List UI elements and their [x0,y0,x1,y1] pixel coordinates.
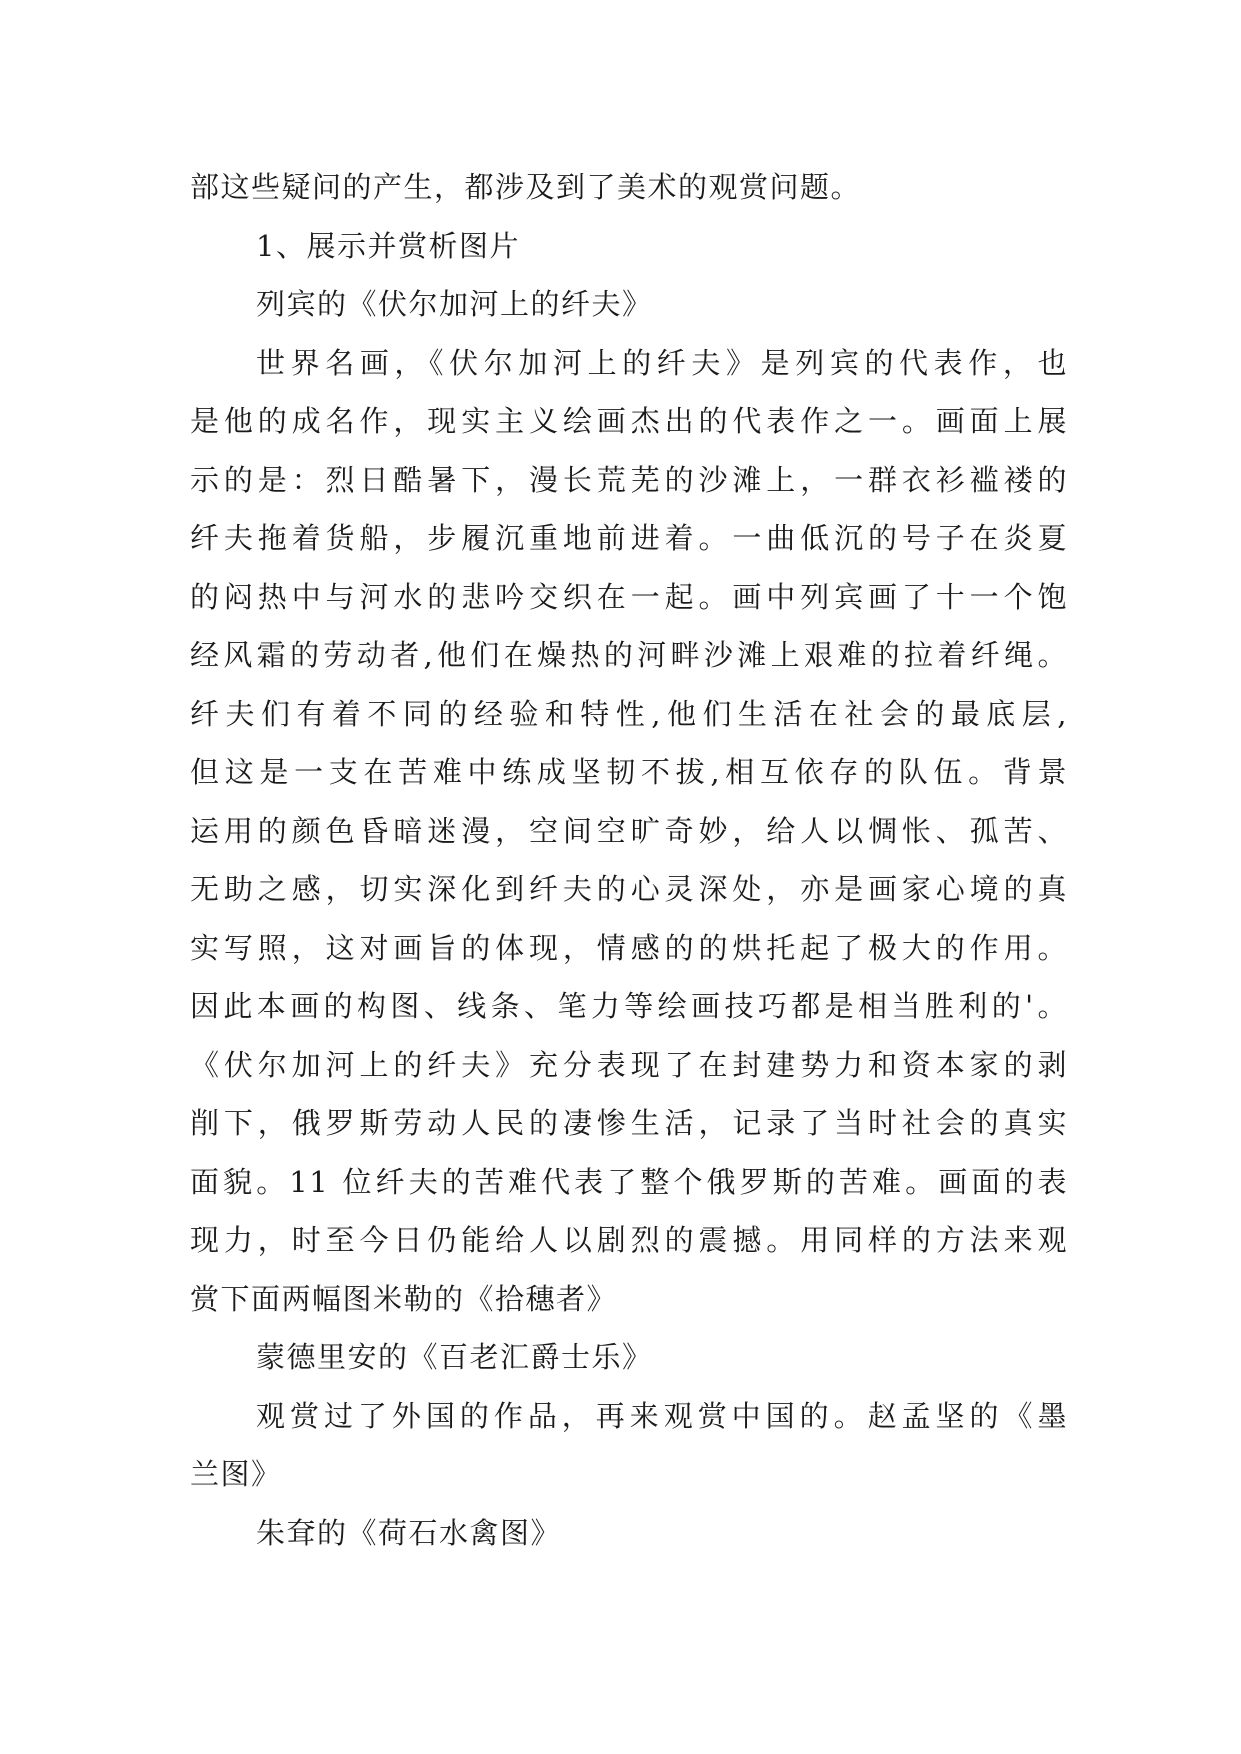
text-line: 无助之感，切实深化到纤夫的心灵深处，亦是画家心境的真 [190,872,1068,906]
text-line: 削下，俄罗斯劳动人民的凄惨生活，记录了当时社会的真实 [190,1106,1068,1140]
text-line: 但这是一支在苦难中练成坚韧不拔,相互依存的队伍。背景 [190,755,1068,789]
text-line: 纤夫拖着货船，步履沉重地前进着。一曲低沉的号子在炎夏 [190,521,1068,555]
document-body [190,158,1068,1562]
text-line: 实写照，这对画旨的体现，情感的的烘托起了极大的作用。 [190,930,1068,965]
text-line: 朱耷的《荷石水禽图》 [256,1515,562,1550]
text-line: 观赏过了外国的作品，再来观赏中国的。赵孟坚的《墨 [256,1398,1068,1433]
text-line: 运用的颜色昏暗迷漫，空间空旷奇妙，给人以惆怅、孤苦、 [190,813,1068,848]
text-line: 现力，时至今日仍能给人以剧烈的震撼。用同样的方法来观 [190,1223,1068,1257]
text-line: 因此本画的构图、线条、笔力等绘画技巧都是相当胜利的'。 [190,989,1068,1023]
text-line: 是他的成名作，现实主义绘画杰出的代表作之一。画面上展 [190,404,1068,438]
text-line: 部这些疑问的产生，都涉及到了美术的观赏问题。 [190,170,862,204]
text-line: 的闷热中与河水的悲吟交织在一起。画中列宾画了十一个饱 [190,579,1068,614]
text-line: 示的是：烈日酷暑下，漫长荒芜的沙滩上，一群衣衫褴褛的 [190,462,1068,497]
text-line: 1、展示并赏析图片 [256,228,520,263]
text-line: 蒙德里安的《百老汇爵士乐》 [256,1340,653,1374]
text-line: 经风霜的劳动者,他们在燥热的河畔沙滩上艰难的拉着纤绳。 [190,638,1068,672]
text-line: 列宾的《伏尔加河上的纤夫》 [256,287,653,321]
text-line: 世界名画，《伏尔加河上的纤夫》是列宾的代表作，也 [256,345,1068,380]
text-line: 赏下面两幅图米勒的《拾穗者》 [190,1281,618,1316]
text-line: 《伏尔加河上的纤夫》充分表现了在封建势力和资本家的剥 [190,1047,1068,1082]
text-line: 兰图》 [190,1457,282,1491]
text-line: 纤夫们有着不同的经验和特性,他们生活在社会的最底层, [190,696,1068,731]
text-line: 面貌。11 位纤夫的苦难代表了整个俄罗斯的苦难。画面的表 [190,1164,1068,1199]
